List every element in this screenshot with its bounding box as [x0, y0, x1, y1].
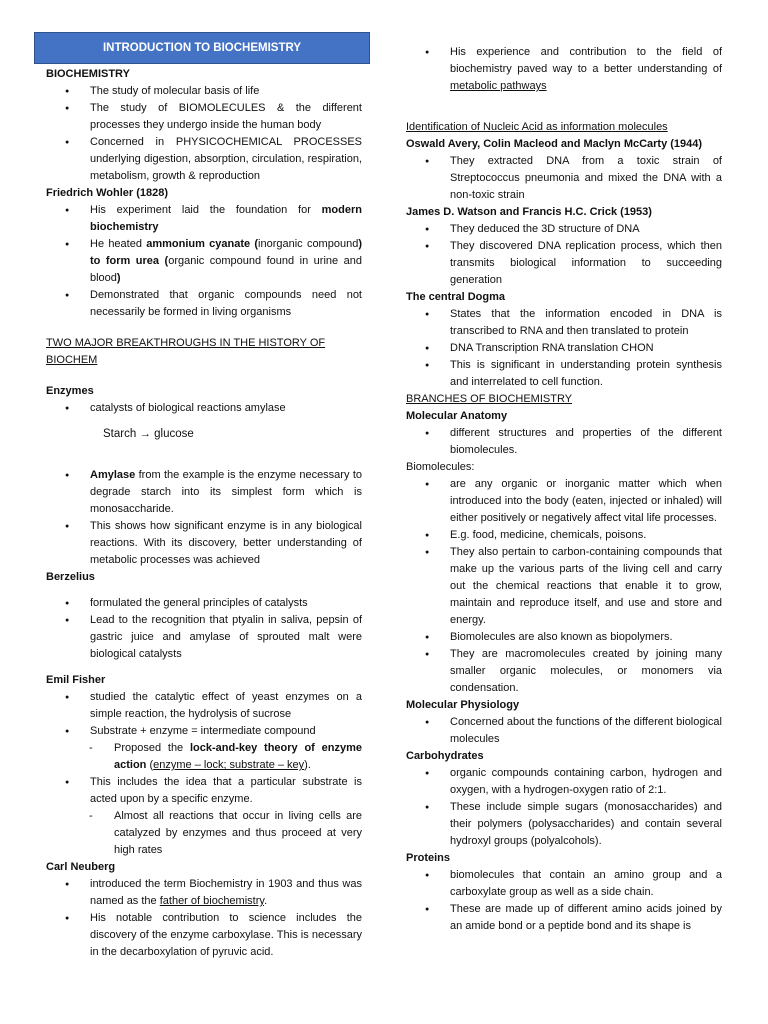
avery-heading: Oswald Avery, Colin Macleod and Maclyn McCarty (1944) — [406, 138, 703, 150]
breakthroughs-heading: TWO MAJOR BREAKTHROUGHS IN THE HISTORY OF BIOCHEM — [46, 337, 326, 366]
berzelius-heading: Berzelius — [46, 571, 95, 583]
watson-crick-heading: James D. Watson and Francis H.C. Crick (1953) — [406, 206, 652, 218]
list-item: ● They discovered DNA replication process, which then transmits biological information to succeeding generation — [406, 238, 722, 289]
list-item: ● studied the catalytic effect of yeast enzymes on a simple reaction, the hydrolysis of sucrose — [46, 689, 362, 723]
central-dogma-list — [406, 306, 722, 391]
list-item: ● introduced the term Biochemistry in 1903 and thus was named as the father of biochemistry. — [46, 876, 362, 910]
carbohydrates-heading: Carbohydrates — [406, 750, 484, 762]
wohler-list — [46, 202, 362, 321]
list-item: ● These include simple sugars (monosaccharides) and their polymers (polysaccharides) and contain several hydroxyl groups (polyalcohols). — [406, 799, 722, 850]
neuberg-continued-list — [406, 44, 722, 95]
list-item: ● States that the information encoded in DNA is transcribed to RNA and then translated to protein — [406, 306, 722, 340]
list-item: ● They deduced the 3D structure of DNA — [406, 221, 722, 238]
watson-crick-list — [406, 221, 722, 289]
list-item: ● formulated the general principles of catalysts — [46, 595, 362, 612]
list-item: ● Lead to the recognition that ptyalin in saliva, pepsin of gastric juice and amylase of sprouted malt were biological catalysts — [46, 612, 362, 663]
molecular-physiology-heading: Molecular Physiology — [406, 699, 520, 711]
enzymes-heading: Enzymes — [46, 385, 94, 397]
list-item: ● The study of molecular basis of life — [46, 83, 362, 100]
biomolecules-list — [406, 476, 722, 697]
left-column — [46, 0, 362, 961]
neuberg-list — [46, 876, 362, 961]
molecular-anatomy-list — [406, 425, 722, 459]
list-item: ● Concerned about the functions of the different biological molecules — [406, 714, 722, 748]
list-item: ● organic compounds containing carbon, hydrogen and oxygen, with a hydrogen-oxygen ratio of 2:1. — [406, 765, 722, 799]
wohler-heading: Friedrich Wohler (1828) — [46, 187, 169, 199]
list-item: ● The study of BIOMOLECULES & the different processes they undergo inside the human body — [46, 100, 362, 134]
nucleic-acid-heading: Identification of Nucleic Acid as information molecules — [406, 121, 668, 133]
list-item: ● E.g. food, medicine, chemicals, poisons. — [406, 527, 722, 544]
list-item: ● His experience and contribution to the field of biochemistry paved way to a better understanding of metabolic pathways — [406, 44, 722, 95]
list-item: ● catalysts of biological reactions amylase — [46, 400, 362, 417]
fisher-list — [46, 689, 362, 740]
berzelius-list — [46, 595, 362, 663]
biochemistry-list — [46, 83, 362, 185]
fisher-list-2 — [46, 774, 362, 808]
molecular-physiology-list — [406, 714, 722, 748]
proteins-list — [406, 867, 722, 935]
right-column — [406, 0, 722, 935]
list-item: ● Concerned in PHYSICOCHEMICAL PROCESSES underlying digestion, absorption, circulation, respiration, metabolism, growth & reproduction — [46, 134, 362, 185]
list-item: ● His notable contribution to science includes the discovery of the enzyme carboxylase. This is necessary in the decarboxylation of pyruvic acid. — [46, 910, 362, 961]
biomolecules-heading: Biomolecules: — [406, 461, 475, 473]
list-item: ● These are made up of different amino acids joined by an amide bond or a peptide bond and its shape is — [406, 901, 722, 935]
starch-glucose-formula: Starch → glucose — [103, 428, 194, 440]
sub-list-item: - Proposed the lock-and-key theory of enzyme action (enzyme – lock; substrate – key). — [46, 740, 362, 774]
list-item: ● biomolecules that contain an amino group and a carboxylate group as well as a side chain. — [406, 867, 722, 901]
proteins-heading: Proteins — [406, 852, 451, 864]
list-item: ● They extracted DNA from a toxic strain of Streptococcus pneumonia and mixed the DNA with a non-toxic strain — [406, 153, 722, 204]
list-item: ● His experiment laid the foundation for modern biochemistry — [46, 202, 362, 236]
branches-heading: BRANCHES OF BIOCHEMISTRY — [406, 393, 573, 405]
list-item: ● They also pertain to carbon-containing compounds that make up the various parts of the living cell and carry out the chemical reactions that enable it to grow, maintain and reproduce itself, and use and store and energy. — [406, 544, 722, 629]
avery-list — [406, 153, 722, 204]
list-item: ● Amylase from the example is the enzyme necessary to degrade starch into its simplest form which is monosaccharide. — [46, 467, 362, 518]
list-item: ● Substrate + enzyme = intermediate compound — [46, 723, 362, 740]
list-item: ● Biomolecules are also known as biopolymers. — [406, 629, 722, 646]
list-item: ● He heated ammonium cyanate (inorganic compound) to form urea (organic compound found in urine and blood) — [46, 236, 362, 287]
sub-list-item: - Almost all reactions that occur in living cells are catalyzed by enzymes and thus proceed at very high rates — [46, 808, 362, 859]
neuberg-heading: Carl Neuberg — [46, 861, 116, 873]
enzymes-list-2 — [46, 467, 362, 569]
fisher-heading: Emil Fisher — [46, 674, 106, 686]
enzymes-list — [46, 400, 362, 417]
list-item: ● DNA Transcription RNA translation CHON — [406, 340, 722, 357]
central-dogma-heading: The central Dogma — [406, 291, 506, 303]
list-item: ● are any organic or inorganic matter which when introduced into the body (eaten, injected or inhaled) will either positively or negatively affect vital life processes. — [406, 476, 722, 527]
fisher-sublist-2 — [46, 808, 362, 859]
page-title: INTRODUCTION TO BIOCHEMISTRY — [34, 32, 370, 64]
list-item: ● This is significant in understanding protein synthesis and interrelated to cell function. — [406, 357, 722, 391]
list-item: ● different structures and properties of the different biomolecules. — [406, 425, 722, 459]
list-item: ● This shows how significant enzyme is in any biological reactions. With its discovery, better understanding of metabolic processes was achieved — [46, 518, 362, 569]
fisher-sublist — [46, 740, 362, 774]
molecular-anatomy-heading: Molecular Anatomy — [406, 410, 508, 422]
list-item: ● Demonstrated that organic compounds need not necessarily be formed in living organisms — [46, 287, 362, 321]
list-item: ● They are macromolecules created by joining many smaller organic molecules, or monomers via condensation. — [406, 646, 722, 697]
list-item: ● This includes the idea that a particular substrate is acted upon by a specific enzyme. — [46, 774, 362, 808]
biochemistry-heading: BIOCHEMISTRY — [46, 68, 130, 80]
carbohydrates-list — [406, 765, 722, 850]
